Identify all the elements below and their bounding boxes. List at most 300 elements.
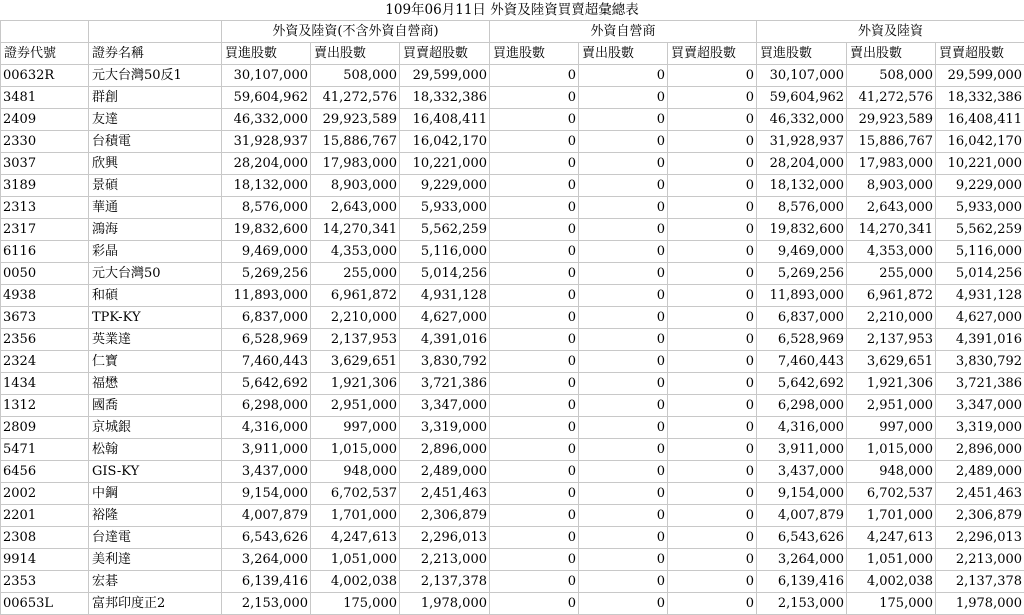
stock-code: 3673 [1,307,89,329]
value-cell: 0 [668,505,757,527]
value-cell: 0 [668,263,757,285]
header-net-2: 買賣超股數 [668,43,757,65]
stock-code: 2317 [1,219,89,241]
value-cell: 4,353,000 [311,241,400,263]
value-cell: 0 [668,285,757,307]
value-cell: 16,042,170 [400,131,490,153]
value-cell: 0 [668,549,757,571]
table-row [1,307,1024,329]
value-cell: 8,903,000 [847,175,936,197]
value-cell: 3,629,651 [847,351,936,373]
value-cell: 1,921,306 [311,373,400,395]
value-cell: 6,961,872 [311,285,400,307]
value-cell: 0 [579,263,668,285]
value-cell: 0 [668,131,757,153]
value-cell: 0 [668,351,757,373]
value-cell: 0 [579,351,668,373]
stock-name: 華通 [89,197,222,219]
value-cell: 5,562,259 [400,219,490,241]
value-cell: 6,702,537 [311,483,400,505]
value-cell: 0 [490,175,579,197]
value-cell: 3,347,000 [936,395,1024,417]
value-cell: 6,528,969 [222,329,311,351]
value-cell: 3,319,000 [400,417,490,439]
value-cell: 0 [579,439,668,461]
value-cell: 18,132,000 [222,175,311,197]
value-cell: 31,928,937 [757,131,847,153]
value-cell: 3,264,000 [757,549,847,571]
stock-name: 友達 [89,109,222,131]
value-cell: 2,643,000 [311,197,400,219]
value-cell: 3,721,386 [400,373,490,395]
stock-name: 景碩 [89,175,222,197]
table-row [1,549,1024,571]
value-cell: 0 [490,351,579,373]
group-header-foreign-excl-dealers: 外資及陸資(不含外資自營商) [222,21,490,43]
stock-name: GIS-KY [89,461,222,483]
value-cell: 17,983,000 [847,153,936,175]
value-cell: 0 [490,417,579,439]
table-row [1,417,1024,439]
value-cell: 0 [490,395,579,417]
value-cell: 14,270,341 [311,219,400,241]
value-cell: 7,460,443 [757,351,847,373]
value-cell: 0 [490,593,579,615]
value-cell: 0 [668,395,757,417]
table-row [1,395,1024,417]
value-cell: 0 [490,197,579,219]
value-cell: 0 [490,65,579,87]
value-cell: 0 [668,439,757,461]
value-cell: 0 [490,571,579,593]
stock-code: 2330 [1,131,89,153]
value-cell: 0 [579,197,668,219]
table-row [1,219,1024,241]
value-cell: 0 [668,219,757,241]
value-cell: 41,272,576 [311,87,400,109]
value-cell: 2,210,000 [847,307,936,329]
value-cell: 9,469,000 [757,241,847,263]
value-cell: 16,408,411 [400,109,490,131]
value-cell: 29,923,589 [311,109,400,131]
table-row [1,439,1024,461]
table-row [1,153,1024,175]
value-cell: 0 [579,285,668,307]
stock-code: 2201 [1,505,89,527]
stock-code: 3037 [1,153,89,175]
value-cell: 6,139,416 [222,571,311,593]
table-row [1,87,1024,109]
value-cell: 4,353,000 [847,241,936,263]
table-row [1,263,1024,285]
value-cell: 8,576,000 [757,197,847,219]
value-cell: 175,000 [847,593,936,615]
value-cell: 3,911,000 [757,439,847,461]
value-cell: 19,832,600 [222,219,311,241]
value-cell: 0 [579,153,668,175]
value-cell: 2,451,463 [936,483,1024,505]
stock-name: 元大台灣50 [89,263,222,285]
value-cell: 0 [490,505,579,527]
value-cell: 18,332,386 [400,87,490,109]
table-row [1,351,1024,373]
value-cell: 0 [579,109,668,131]
header-net-1: 買賣超股數 [400,43,490,65]
value-cell: 9,154,000 [222,483,311,505]
value-cell: 0 [668,461,757,483]
stock-name: 彩晶 [89,241,222,263]
value-cell: 0 [579,329,668,351]
value-cell: 8,903,000 [311,175,400,197]
value-cell: 10,221,000 [936,153,1024,175]
value-cell: 28,204,000 [757,153,847,175]
value-cell: 0 [490,131,579,153]
value-cell: 0 [668,373,757,395]
value-cell: 0 [668,593,757,615]
value-cell: 9,154,000 [757,483,847,505]
value-cell: 0 [668,175,757,197]
value-cell: 29,599,000 [400,65,490,87]
value-cell: 4,931,128 [936,285,1024,307]
group-header-row [1,21,1024,43]
stock-code: 0050 [1,263,89,285]
value-cell: 6,837,000 [757,307,847,329]
value-cell: 30,107,000 [757,65,847,87]
value-cell: 4,002,038 [311,571,400,593]
value-cell: 0 [490,109,579,131]
value-cell: 4,627,000 [400,307,490,329]
value-cell: 15,886,767 [847,131,936,153]
value-cell: 1,015,000 [847,439,936,461]
stock-code: 2002 [1,483,89,505]
value-cell: 0 [668,329,757,351]
value-cell: 5,014,256 [936,263,1024,285]
table-row [1,373,1024,395]
value-cell: 0 [490,263,579,285]
stock-code: 2356 [1,329,89,351]
table-row [1,241,1024,263]
value-cell: 17,983,000 [311,153,400,175]
value-cell: 0 [579,593,668,615]
value-cell: 0 [579,373,668,395]
stock-name: 裕隆 [89,505,222,527]
stock-name: 欣興 [89,153,222,175]
value-cell: 1,701,000 [311,505,400,527]
value-cell: 2,137,378 [936,571,1024,593]
value-cell: 3,721,386 [936,373,1024,395]
value-cell: 30,107,000 [222,65,311,87]
table-row [1,571,1024,593]
table-row [1,527,1024,549]
value-cell: 0 [579,527,668,549]
header-name: 證券名稱 [89,43,222,65]
value-cell: 4,247,613 [847,527,936,549]
value-cell: 6,837,000 [222,307,311,329]
stock-code: 2409 [1,109,89,131]
value-cell: 0 [490,87,579,109]
header-code: 證券代號 [1,43,89,65]
value-cell: 15,886,767 [311,131,400,153]
value-cell: 6,543,626 [222,527,311,549]
value-cell: 0 [668,65,757,87]
value-cell: 28,204,000 [222,153,311,175]
value-cell: 0 [579,65,668,87]
stock-code: 2313 [1,197,89,219]
header-sell-1: 賣出股數 [311,43,400,65]
table-row [1,505,1024,527]
value-cell: 6,543,626 [757,527,847,549]
value-cell: 0 [579,241,668,263]
value-cell: 46,332,000 [757,109,847,131]
stock-code: 1312 [1,395,89,417]
value-cell: 5,014,256 [400,263,490,285]
group-header-foreign-dealers: 外資自營商 [490,21,757,43]
value-cell: 255,000 [847,263,936,285]
stock-code: 00653L [1,593,89,615]
stock-code: 2809 [1,417,89,439]
group-header-blank [89,21,222,43]
value-cell: 0 [668,153,757,175]
value-cell: 4,002,038 [847,571,936,593]
value-cell: 2,896,000 [936,439,1024,461]
value-cell: 0 [490,483,579,505]
value-cell: 2,489,000 [936,461,1024,483]
value-cell: 0 [490,373,579,395]
table-row [1,285,1024,307]
value-cell: 1,921,306 [847,373,936,395]
value-cell: 3,437,000 [757,461,847,483]
value-cell: 6,528,969 [757,329,847,351]
stock-name: 台積電 [89,131,222,153]
table-row [1,131,1024,153]
value-cell: 4,391,016 [936,329,1024,351]
value-cell: 4,627,000 [936,307,1024,329]
value-cell: 0 [490,153,579,175]
value-cell: 0 [579,219,668,241]
header-sell-2: 賣出股數 [579,43,668,65]
value-cell: 6,702,537 [847,483,936,505]
value-cell: 18,132,000 [757,175,847,197]
value-cell: 3,911,000 [222,439,311,461]
stock-code: 5471 [1,439,89,461]
value-cell: 2,213,000 [400,549,490,571]
value-cell: 16,042,170 [936,131,1024,153]
value-cell: 0 [668,197,757,219]
value-cell: 14,270,341 [847,219,936,241]
value-cell: 0 [579,417,668,439]
value-cell: 3,437,000 [222,461,311,483]
value-cell: 948,000 [847,461,936,483]
stock-name: 和碩 [89,285,222,307]
value-cell: 0 [668,87,757,109]
value-cell: 10,221,000 [400,153,490,175]
value-cell: 0 [668,483,757,505]
value-cell: 508,000 [311,65,400,87]
value-cell: 3,319,000 [936,417,1024,439]
value-cell: 2,137,953 [311,329,400,351]
table-row [1,593,1024,615]
stock-name: 福懋 [89,373,222,395]
value-cell: 5,116,000 [400,241,490,263]
value-cell: 2,951,000 [847,395,936,417]
value-cell: 9,229,000 [400,175,490,197]
value-cell: 16,408,411 [936,109,1024,131]
value-cell: 0 [579,461,668,483]
group-header-blank [1,21,89,43]
value-cell: 0 [490,549,579,571]
value-cell: 0 [490,219,579,241]
value-cell: 5,642,692 [222,373,311,395]
stock-name: 宏碁 [89,571,222,593]
stock-name: 英業達 [89,329,222,351]
value-cell: 5,269,256 [757,263,847,285]
value-cell: 1,051,000 [847,549,936,571]
value-cell: 997,000 [847,417,936,439]
column-header-row [1,43,1024,65]
value-cell: 41,272,576 [847,87,936,109]
value-cell: 46,332,000 [222,109,311,131]
value-cell: 4,007,879 [757,505,847,527]
stock-code: 3189 [1,175,89,197]
value-cell: 2,306,879 [936,505,1024,527]
value-cell: 18,332,386 [936,87,1024,109]
stock-name: 國喬 [89,395,222,417]
stock-name: 美利達 [89,549,222,571]
value-cell: 0 [579,131,668,153]
value-cell: 5,269,256 [222,263,311,285]
header-buy-1: 買進股數 [222,43,311,65]
value-cell: 255,000 [311,263,400,285]
value-cell: 0 [668,241,757,263]
value-cell: 5,933,000 [400,197,490,219]
table-row [1,461,1024,483]
stock-name: 元大台灣50反1 [89,65,222,87]
value-cell: 2,306,879 [400,505,490,527]
stock-name: 鴻海 [89,219,222,241]
value-cell: 1,978,000 [936,593,1024,615]
value-cell: 948,000 [311,461,400,483]
table-row [1,329,1024,351]
value-cell: 29,923,589 [847,109,936,131]
value-cell: 0 [579,505,668,527]
value-cell: 4,007,879 [222,505,311,527]
stock-name: 中鋼 [89,483,222,505]
value-cell: 2,489,000 [400,461,490,483]
value-cell: 2,213,000 [936,549,1024,571]
table-row [1,109,1024,131]
stock-code: 2353 [1,571,89,593]
value-cell: 1,701,000 [847,505,936,527]
value-cell: 508,000 [847,65,936,87]
value-cell: 31,928,937 [222,131,311,153]
value-cell: 2,153,000 [757,593,847,615]
value-cell: 4,247,613 [311,527,400,549]
value-cell: 5,116,000 [936,241,1024,263]
value-cell: 0 [579,571,668,593]
value-cell: 5,933,000 [936,197,1024,219]
value-cell: 0 [490,461,579,483]
value-cell: 1,051,000 [311,549,400,571]
value-cell: 5,642,692 [757,373,847,395]
value-cell: 8,576,000 [222,197,311,219]
stock-code: 4938 [1,285,89,307]
value-cell: 0 [490,527,579,549]
value-cell: 2,951,000 [311,395,400,417]
stock-name: 台達電 [89,527,222,549]
value-cell: 59,604,962 [222,87,311,109]
value-cell: 9,229,000 [936,175,1024,197]
value-cell: 0 [579,549,668,571]
value-cell: 2,451,463 [400,483,490,505]
value-cell: 1,978,000 [400,593,490,615]
value-cell: 0 [668,527,757,549]
stock-name: 群創 [89,87,222,109]
value-cell: 6,298,000 [757,395,847,417]
value-cell: 0 [579,395,668,417]
value-cell: 0 [668,109,757,131]
stock-name: 富邦印度正2 [89,593,222,615]
stock-code: 1434 [1,373,89,395]
summary-table [0,20,1024,615]
value-cell: 5,562,259 [936,219,1024,241]
value-cell: 4,931,128 [400,285,490,307]
value-cell: 2,153,000 [222,593,311,615]
report-title: 109年06月11日 外資及陸資買賣超彙總表 [0,0,1024,20]
stock-code: 6456 [1,461,89,483]
stock-name: 京城銀 [89,417,222,439]
value-cell: 0 [579,483,668,505]
value-cell: 2,643,000 [847,197,936,219]
value-cell: 3,347,000 [400,395,490,417]
value-cell: 0 [668,571,757,593]
table-row [1,175,1024,197]
value-cell: 3,830,792 [400,351,490,373]
value-cell: 11,893,000 [222,285,311,307]
value-cell: 6,298,000 [222,395,311,417]
stock-code: 9914 [1,549,89,571]
value-cell: 4,316,000 [757,417,847,439]
value-cell: 2,137,378 [400,571,490,593]
value-cell: 0 [490,329,579,351]
value-cell: 3,629,651 [311,351,400,373]
value-cell: 2,137,953 [847,329,936,351]
stock-code: 6116 [1,241,89,263]
table-row [1,483,1024,505]
header-buy-3: 買進股數 [757,43,847,65]
value-cell: 0 [579,307,668,329]
value-cell: 0 [490,439,579,461]
value-cell: 3,264,000 [222,549,311,571]
table-row [1,197,1024,219]
value-cell: 0 [668,417,757,439]
value-cell: 3,830,792 [936,351,1024,373]
value-cell: 6,139,416 [757,571,847,593]
value-cell: 19,832,600 [757,219,847,241]
value-cell: 4,391,016 [400,329,490,351]
header-net-3: 買賣超股數 [936,43,1024,65]
value-cell: 997,000 [311,417,400,439]
value-cell: 4,316,000 [222,417,311,439]
stock-code: 2308 [1,527,89,549]
value-cell: 2,296,013 [400,527,490,549]
stock-name: TPK-KY [89,307,222,329]
stock-code: 2324 [1,351,89,373]
value-cell: 2,296,013 [936,527,1024,549]
value-cell: 175,000 [311,593,400,615]
group-header-foreign-total: 外資及陸資 [757,21,1024,43]
value-cell: 29,599,000 [936,65,1024,87]
value-cell: 7,460,443 [222,351,311,373]
